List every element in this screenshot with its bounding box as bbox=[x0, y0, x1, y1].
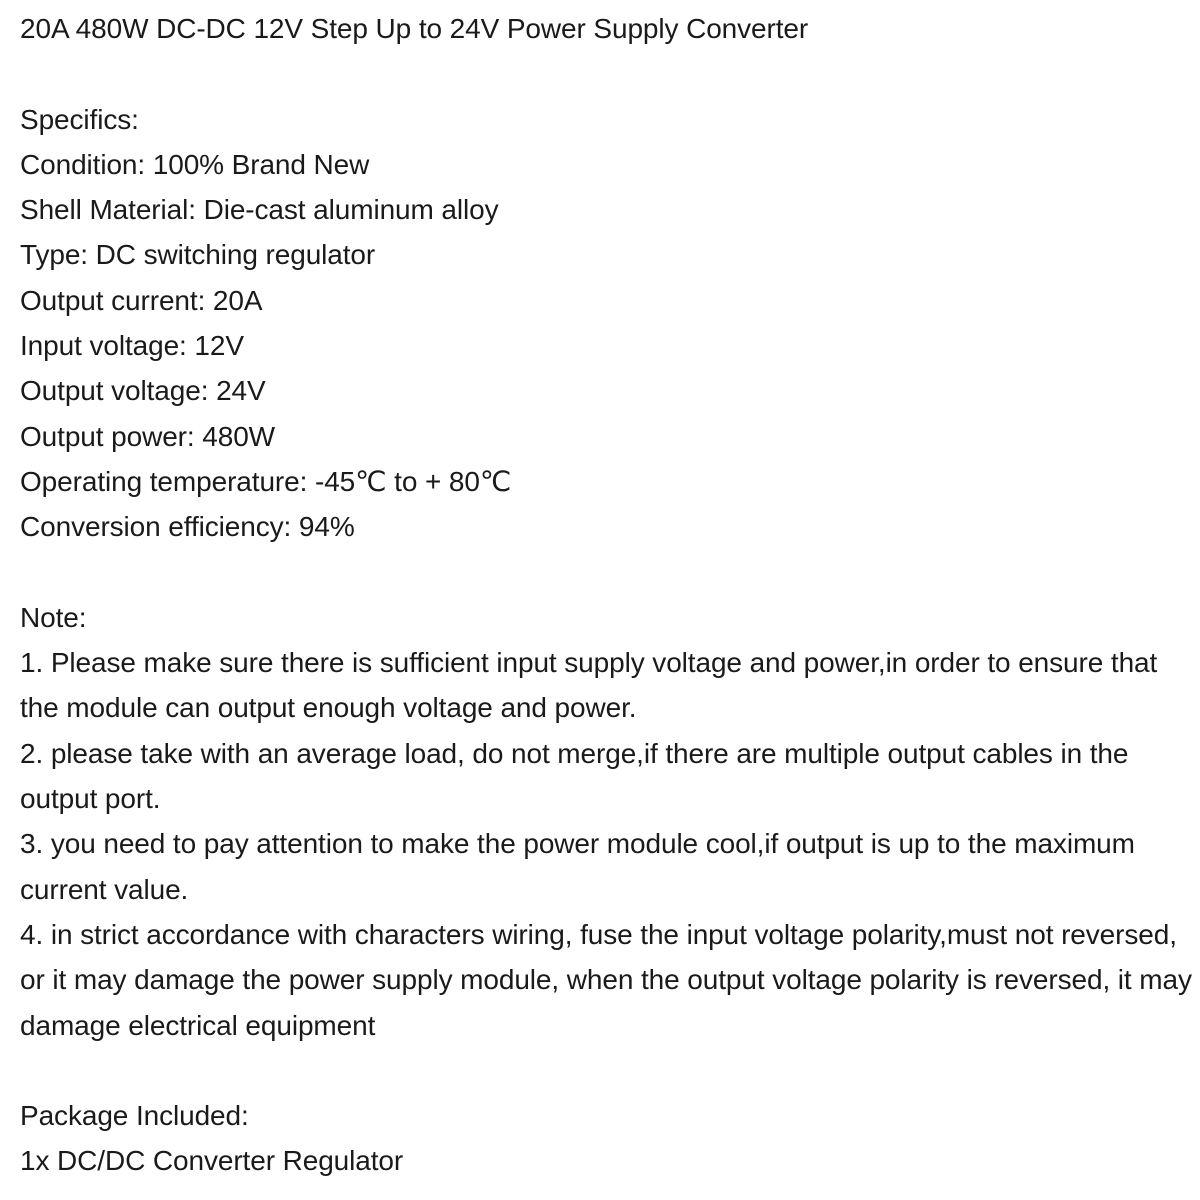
spec-item: Type: DC switching regulator bbox=[20, 239, 376, 271]
spec-item: Input voltage: 12V bbox=[20, 330, 244, 362]
note-item: 1. Please make sure there is sufficient input supply voltage and power,in order to ensure that the module can output enough voltage and power. bbox=[20, 647, 1158, 724]
spec-item: Output power: 480W bbox=[20, 420, 275, 452]
section-heading: Package Included: bbox=[20, 1100, 249, 1132]
document-body bbox=[20, 6, 1195, 1184]
spacer bbox=[20, 51, 1195, 96]
note-section bbox=[20, 595, 1195, 1048]
spec-item: Shell Material: Die-cast aluminum alloy bbox=[20, 194, 499, 226]
spacer bbox=[20, 1048, 1195, 1093]
spec-item: Operating temperature: -45℃ to + 80℃ bbox=[20, 465, 512, 497]
spec-item: Conversion efficiency: 94% bbox=[20, 511, 355, 543]
note-item: 3. you need to pay attention to make the power module cool,if output is up to the maximum current value. bbox=[20, 828, 1135, 905]
section-heading: Specifics: bbox=[20, 103, 139, 135]
package-item: 1x DC/DC Converter Regulator bbox=[20, 1145, 404, 1177]
spec-item: Output current: 20A bbox=[20, 284, 263, 316]
page-title: 20A 480W DC-DC 12V Step Up to 24V Power Supply Converter bbox=[20, 13, 809, 44]
spec-item: Condition: 100% Brand New bbox=[20, 148, 370, 180]
section-heading: Note: bbox=[20, 601, 87, 633]
spacer bbox=[20, 550, 1195, 595]
package-section bbox=[20, 1093, 1195, 1184]
spec-item: Output voltage: 24V bbox=[20, 375, 266, 407]
specifics-section bbox=[20, 97, 1195, 550]
note-item: 4. in strict accordance with characters wiring, fuse the input voltage polarity,must not reversed, or it may damage the power supply module, when the output voltage polarity is reversed, it may damage electrical equipment bbox=[20, 918, 1192, 1041]
note-item: 2. please take with an average load, do not merge,if there are multiple output cables in the output port. bbox=[20, 737, 1129, 815]
